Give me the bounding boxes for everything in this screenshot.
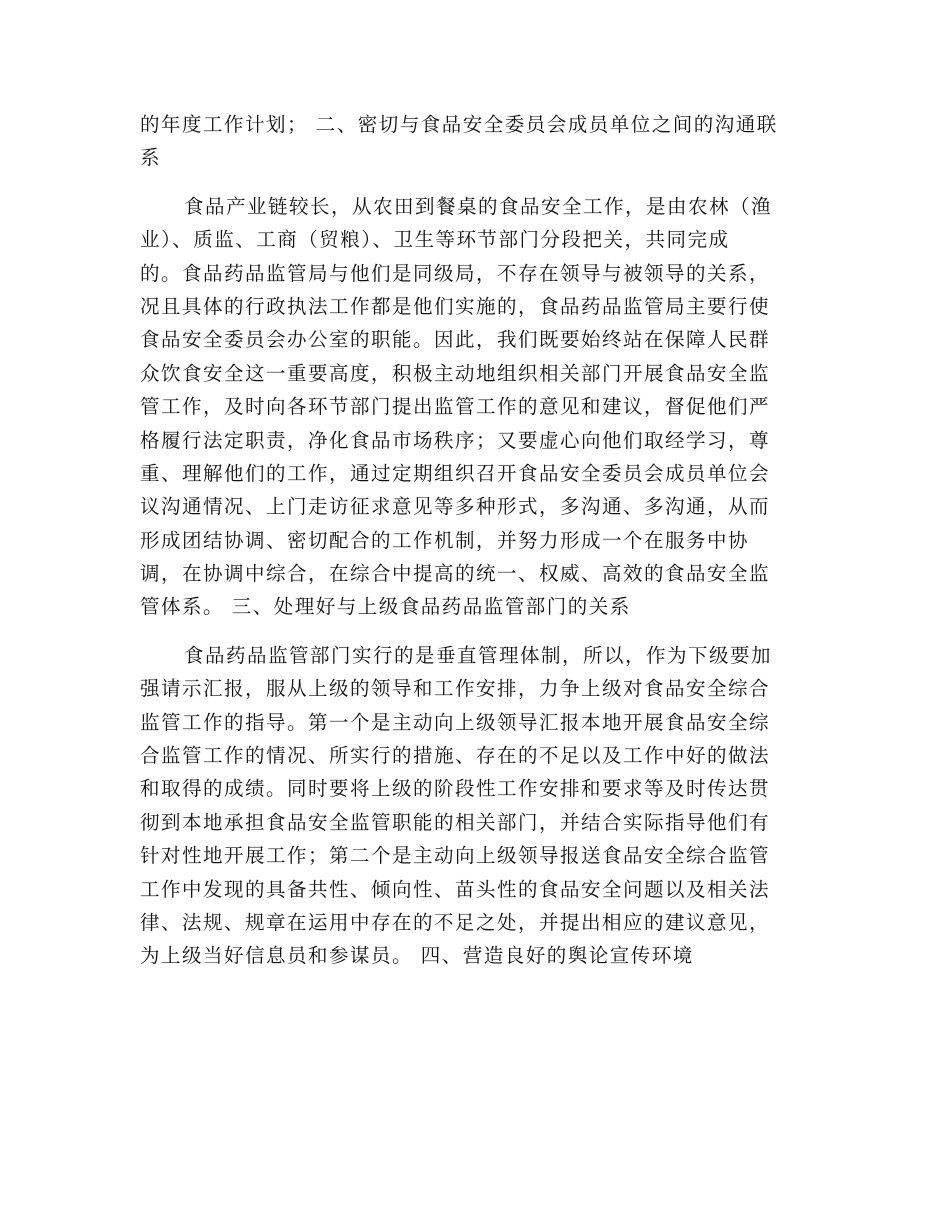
text-line: 工作中发现的具备共性、倾向性、苗头性的食品安全问题以及相关法 [140,877,771,901]
text-line: 形成团结协调、密切配合的工作机制，并努力形成一个在服务中协 [140,528,750,552]
text-line: 系 [140,146,162,170]
text-line: 调，在协调中综合，在综合中提高的统一、权威、高效的食品安全监 [140,562,771,586]
document-body [140,108,810,973]
paragraph-first-line: 食品产业链较长，从农田到餐桌的食品安全工作，是由农林（渔 [184,194,773,218]
paragraph-first-line: 食品药品监管部门实行的是垂直管理体制，所以，作为下级要加 [184,643,773,667]
text-line: 彻到本地承担食品安全监管职能的相关部门，并结合实际指导他们有 [140,810,771,834]
text-line: 重、理解他们的工作，通过定期组织召开食品安全委员会成员单位会 [140,461,771,485]
text-line: 况且具体的行政执法工作都是他们实施的，食品药品监管局主要行使 [140,294,771,318]
text-line: 业）、质监、工商（贸粮）、卫生等环节部门分段把关，共同完成 [140,228,730,252]
text-line: 和取得的成绩。同时要将上级的阶段性工作安排和要求等及时传达贯 [140,777,771,801]
text-line: 为上级当好信息员和参谋员。 四、营造良好的舆论宣传环境 [140,944,694,968]
text-line: 合监管工作的情况、所实行的措施、存在的不足以及工作中好的做法 [140,744,771,768]
text-line: 格履行法定职责，净化食品市场秩序；又要虚心向他们取经学习，尊 [140,428,771,452]
text-line: 众饮食安全这一重要高度，积极主动地组织相关部门开展食品安全监 [140,361,771,385]
text-line: 议沟通情况、上门走访征求意见等多种形式，多沟通、多沟通，从而 [140,495,771,519]
text-line: 管体系。 三、处理好与上级食品药品监管部门的关系 [140,595,631,619]
text-line: 强请示汇报，服从上级的领导和工作安排，力争上级对食品安全综合 [140,677,771,701]
text-line: 食品安全委员会办公室的职能。因此，我们既要始终站在保障人民群 [140,328,771,352]
text-line: 律、法规、规章在运用中存在的不足之处，并提出相应的建议意见， [140,910,771,934]
text-line: 的。食品药品监管局与他们是同级局，不存在领导与被领导的关系， [140,261,771,285]
text-line: 监管工作的指导。第一个是主动向上级领导汇报本地开展食品安全综 [140,710,771,734]
text-line: 管工作，及时向各环节部门提出监管工作的意见和建议，督促他们严 [140,395,771,419]
text-line: 的年度工作计划； 二、密切与食品安全委员会成员单位之间的沟通联 [140,113,778,136]
text-line: 针对性地开展工作；第二个是主动向上级领导报送食品安全综合监管 [140,844,771,868]
